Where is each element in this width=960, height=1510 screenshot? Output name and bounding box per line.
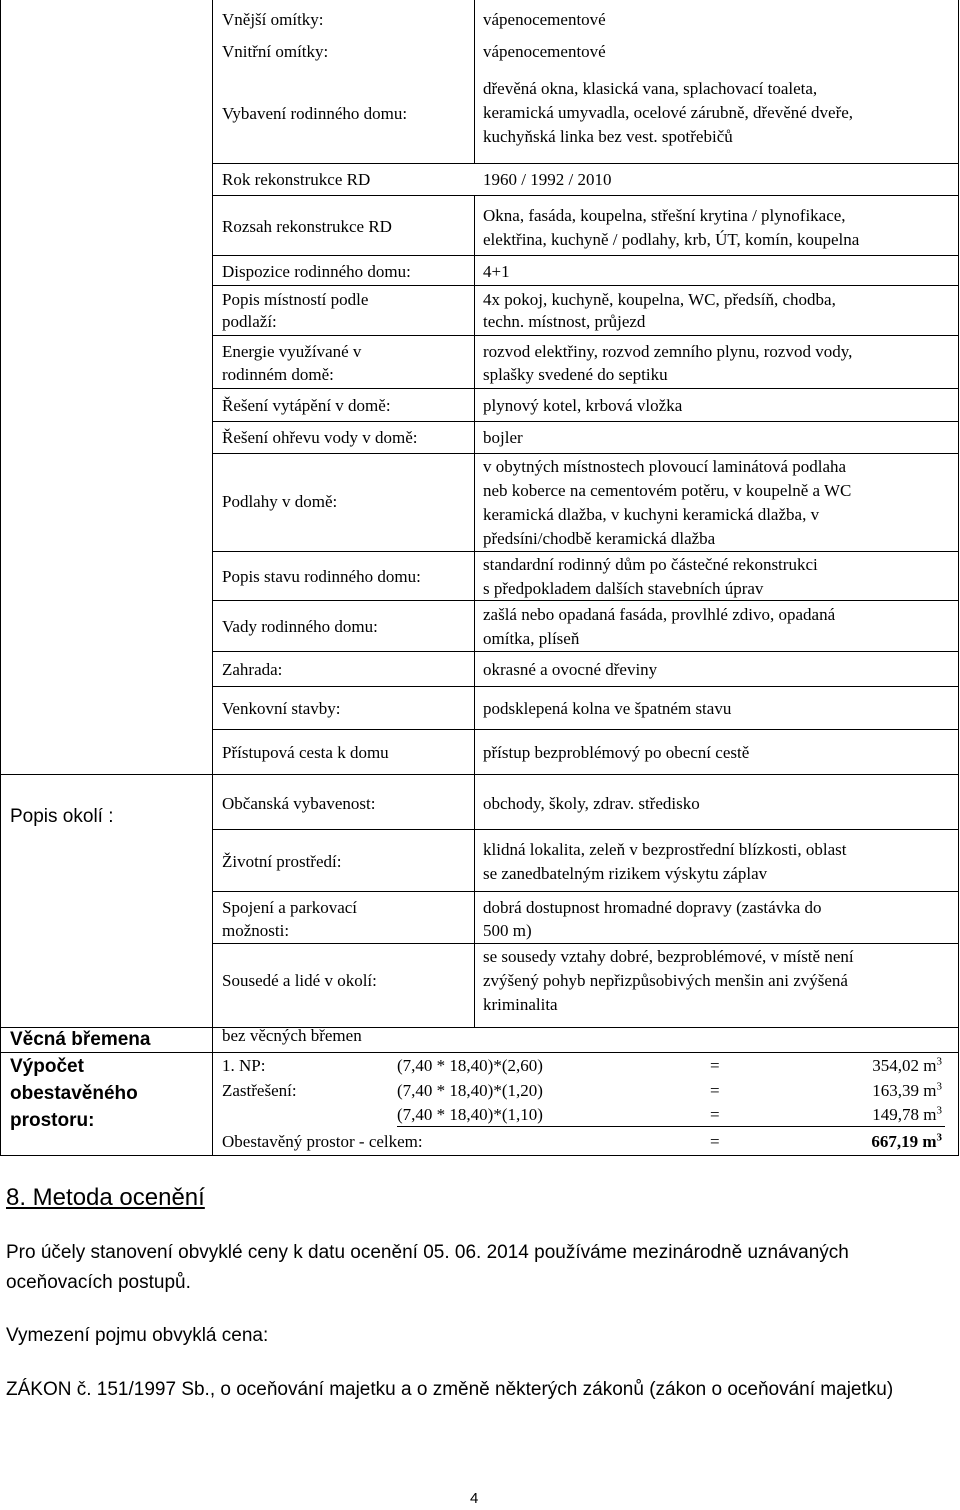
- reconstruction-scope-label: Rozsah rekonstrukce RD: [222, 217, 392, 236]
- rule: [212, 255, 958, 256]
- defects-label: Vady rodinného domu:: [222, 617, 378, 636]
- condition-label: Popis stavu rodinného domu:: [222, 567, 421, 586]
- volume-row-eq: =: [710, 1105, 720, 1124]
- defects-value-line2: omítka, plíseň: [483, 629, 580, 648]
- rule: [0, 774, 958, 775]
- rule: [212, 163, 958, 164]
- table-border-right: [958, 0, 959, 1156]
- floors-value-line2: neb koberce na cementovém potěru, v koupelně a WC: [483, 481, 852, 500]
- table-border-left: [0, 0, 1, 1156]
- volume-row-result: 163,39 $m^3$: [872, 1080, 942, 1100]
- volume-row-label: 1. NP:: [222, 1056, 266, 1075]
- rooms-value-line1: 4x pokoj, kuchyně, koupelna, WC, předsíň, chodba,: [483, 290, 836, 309]
- volume-row-formula: (7,40 * 18,40)*(1,10): [397, 1105, 543, 1124]
- condition-value-line1: standardní rodinný dům po částečné rekonstrukci: [483, 555, 818, 574]
- energy-value-line2: splašky svedené do septiku: [483, 365, 668, 384]
- environment-label: Životní prostředí:: [222, 852, 342, 871]
- rule: [212, 729, 958, 730]
- interior-plaster-label: Vnitřní omítky:: [222, 42, 329, 61]
- rule: [212, 943, 958, 944]
- volume-row-formula: (7,40 * 18,40)*(2,60): [397, 1056, 543, 1075]
- rule: [212, 829, 958, 830]
- energy-value-line1: rozvod elektřiny, rozvod zemního plynu, rozvod vody,: [483, 342, 853, 361]
- floors-value-line1: v obytných místnostech plovoucí laminátová podlaha: [483, 457, 847, 476]
- access-label: Přístupová cesta k domu: [222, 743, 389, 762]
- volume-row-eq: =: [710, 1081, 720, 1100]
- rule: [212, 335, 958, 336]
- energy-label-line1: Energie využívané v: [222, 342, 362, 361]
- floors-label: Podlahy v domě:: [222, 492, 338, 511]
- interior-plaster-value: vápenocementové: [483, 42, 606, 61]
- transport-label-line2: možnosti:: [222, 921, 290, 940]
- outbuildings-value: podsklepená kolna ve špatném stavu: [483, 699, 732, 718]
- section8-paragraph-1: Pro účely stanovení obvyklé ceny k datu ocenění 05. 06. 2014 používáme mezinárodně uznávaných oceňovacích postupů.: [6, 1242, 849, 1293]
- rule: [0, 1155, 959, 1156]
- table-border-col2b: [474, 195, 475, 1027]
- volume-section-label-line1: Výpočet: [10, 1056, 84, 1077]
- sum-rule: [397, 1126, 945, 1127]
- reconstruction-scope-value-line1: Okna, fasáda, koupelna, střešní krytina / plynofikace,: [483, 206, 846, 225]
- rule: [212, 651, 958, 652]
- rule: [212, 453, 958, 454]
- layout-label: Dispozice rodinného domu:: [222, 262, 411, 281]
- neighbors-value-line3: kriminalita: [483, 995, 558, 1014]
- easements-section-label: Věcná břemena: [10, 1029, 151, 1050]
- transport-label-line1: Spojení a parkovací: [222, 898, 358, 917]
- garden-value: okrasné a ovocné dřeviny: [483, 660, 658, 679]
- environment-value-line1: klidná lokalita, zeleň v bezprostřední blízkosti, oblast: [483, 840, 847, 859]
- rule: [212, 551, 958, 552]
- section8-heading: 8. Metoda ocenění: [6, 1184, 205, 1211]
- amenities-label: Občanská vybavenost:: [222, 794, 376, 813]
- table-border-col1: [212, 0, 213, 1156]
- table-border-col2: [474, 0, 475, 163]
- environment-value-line2: se zanedbatelným rizikem výskytu záplav: [483, 864, 768, 883]
- volume-section-label-line3: prostoru:: [10, 1110, 95, 1131]
- neighbors-value-line2: zvýšený pohyb nepřizpůsobivých menšin ani zvýšená: [483, 971, 848, 990]
- section8-paragraph-2: Vymezení pojmu obvyklá cena:: [6, 1325, 269, 1346]
- reconstruction-year-label: Rok rekonstrukce RD: [222, 170, 371, 189]
- neighbors-value-line1: se sousedy vztahy dobré, bezproblémové, v místě není: [483, 947, 854, 966]
- rule: [212, 388, 958, 389]
- layout-value: 4+1: [483, 262, 510, 281]
- equipment-value-line3: kuchyňská linka bez vest. spotřebičů: [483, 127, 733, 146]
- rule: [0, 1052, 958, 1053]
- volume-row-eq: =: [710, 1056, 720, 1075]
- exterior-plaster-label: Vnější omítky:: [222, 10, 324, 29]
- exterior-plaster-value: vápenocementové: [483, 10, 606, 29]
- rule: [212, 600, 958, 601]
- reconstruction-scope-value-line2: elektřina, kuchyně / podlahy, krb, ÚT, komín, koupelna: [483, 230, 860, 249]
- rule: [212, 195, 958, 196]
- rooms-label-line2: podlaží:: [222, 312, 277, 331]
- volume-section-label-line2: obestavěného: [10, 1083, 138, 1104]
- transport-value-line2: 500 m): [483, 921, 532, 940]
- rule: [212, 686, 958, 687]
- floors-value-line4: předsíni/chodbě keramická dlažba: [483, 529, 716, 548]
- water-heating-label: Řešení ohřevu vody v domě:: [222, 428, 418, 447]
- volume-row-result: 149,78 $m^3$: [872, 1104, 942, 1124]
- equipment-label: Vybavení rodinného domu:: [222, 104, 408, 123]
- defects-value-line1: zašlá nebo opadaná fasáda, provlhlé zdivo, opadaná: [483, 605, 836, 624]
- neighbors-label: Sousedé a lidé v okolí:: [222, 971, 377, 990]
- rule: [212, 421, 958, 422]
- volume-total-result: 667,19 $m^3$: [871, 1131, 942, 1151]
- volume-total-label: Obestavěný prostor - celkem:: [222, 1132, 423, 1151]
- volume-row-formula: (7,40 * 18,40)*(1,20): [397, 1081, 543, 1100]
- heating-value: plynový kotel, krbová vložka: [483, 396, 683, 415]
- equipment-value-line2: keramická umyvadla, ocelové zárubně, dřevěné dveře,: [483, 103, 854, 122]
- equipment-value-line1: dřevěná okna, klasická vana, splachovací toaleta,: [483, 79, 818, 98]
- reconstruction-year-value: 1960 / 1992 / 2010: [483, 170, 612, 189]
- garden-label: Zahrada:: [222, 660, 283, 679]
- volume-total-eq: =: [710, 1132, 720, 1151]
- section8-paragraph-3: ZÁKON č. 151/1997 Sb., o oceňování majetku a o změně některých zákonů (zákon o oceňování majetku): [6, 1379, 894, 1400]
- amenities-value: obchody, školy, zdrav. středisko: [483, 794, 700, 813]
- water-heating-value: bojler: [483, 428, 523, 447]
- transport-value-line1: dobrá dostupnost hromadné dopravy (zastávka do: [483, 898, 822, 917]
- rule: [212, 285, 958, 286]
- heating-label: Řešení vytápění v domě:: [222, 396, 391, 415]
- volume-row-label: Zastřešení:: [222, 1081, 297, 1100]
- floors-value-line3: keramická dlažba, v kuchyni keramická dlažba, v: [483, 505, 820, 524]
- surroundings-section-label: Popis okolí :: [10, 806, 114, 827]
- easements-value: bez věcných břemen: [222, 1026, 362, 1045]
- condition-value-line2: s předpokladem dalších stavebních úprav: [483, 579, 764, 598]
- page-number: 4: [470, 1490, 479, 1507]
- rooms-label-line1: Popis místností podle: [222, 290, 369, 309]
- energy-label-line2: rodinném domě:: [222, 365, 334, 384]
- outbuildings-label: Venkovní stavby:: [222, 699, 341, 718]
- rooms-value-line2: techn. místnost, průjezd: [483, 312, 646, 331]
- volume-row-result: 354,02 $m^3$: [872, 1055, 942, 1075]
- rule: [212, 891, 958, 892]
- access-value: přístup bezproblémový po obecní cestě: [483, 743, 750, 762]
